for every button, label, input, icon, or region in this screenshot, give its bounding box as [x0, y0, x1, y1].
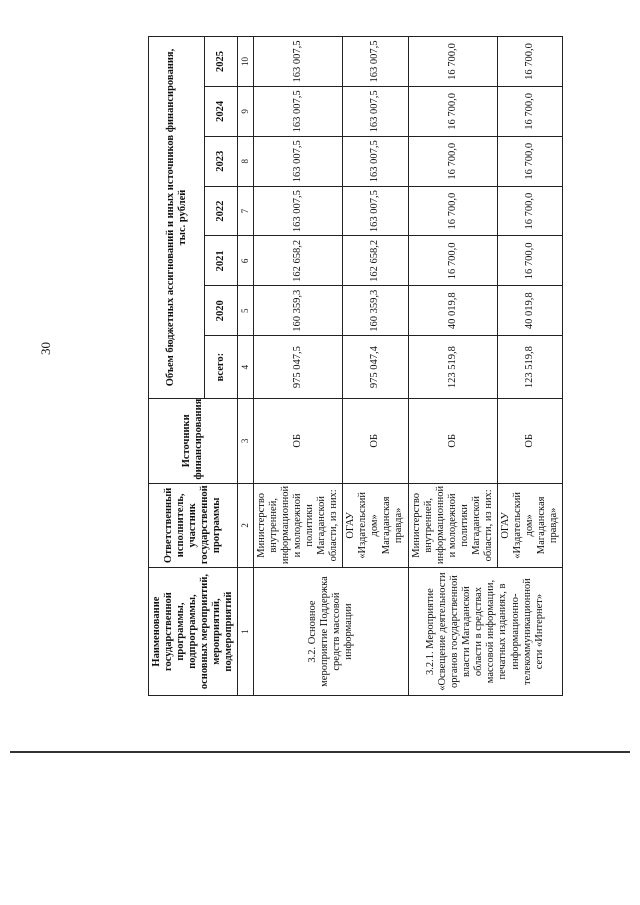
source-cell: ОБ	[497, 399, 562, 484]
budget-table	[148, 36, 563, 696]
column-index: 1	[238, 568, 253, 696]
activity-name: 3.2.1. Мероприятие «Освещение деятельности органов государственной власти Магаданской области в средствах массовой информации, печатных изданиях, в информационно-телекоммуникационной сети «Интернет»	[408, 568, 563, 696]
header-row-top	[149, 37, 205, 696]
column-index: 2	[238, 483, 253, 568]
table-row	[408, 37, 497, 696]
page-number: 30	[38, 342, 53, 355]
year-value-cell: 163 007,5	[253, 86, 342, 136]
header-year: 2020	[205, 286, 238, 336]
year-value-cell: 163 007,5	[343, 136, 408, 186]
column-index: 9	[238, 86, 253, 136]
total-cell: 975 047,5	[253, 336, 342, 399]
column-index: 6	[238, 236, 253, 286]
header-year: 2025	[205, 37, 238, 87]
executor-cell: ОГАУ «Издательский дом» Магаданская правда»	[343, 483, 408, 568]
year-value-cell: 16 700,0	[497, 37, 562, 87]
total-cell: 123 519,8	[408, 336, 497, 399]
column-index: 10	[238, 37, 253, 87]
header-funding-group: Объем бюджетных ассигнований и иных источников финансирования, тыс. рублей	[149, 37, 205, 399]
header-year: 2024	[205, 86, 238, 136]
column-index: 5	[238, 286, 253, 336]
year-value-cell: 163 007,5	[253, 37, 342, 87]
rotated-table-container	[148, 36, 560, 696]
header-name: Наименование государственной программы, подпрограммы, основных мероприятий, мероприятий, подмероприятий	[149, 568, 238, 696]
source-cell: ОБ	[343, 399, 408, 484]
header-year: 2022	[205, 186, 238, 236]
year-value-cell: 16 700,0	[497, 86, 562, 136]
year-value-cell: 16 700,0	[408, 136, 497, 186]
activity-name: 3.2. Основное мероприятие Поддержка средств массовой информации	[253, 568, 408, 696]
executor-cell: Министерство внутренней, информационной и молодежной политики Магаданской области, из них:	[408, 483, 497, 568]
year-value-cell: 162 658,2	[253, 236, 342, 286]
source-cell: ОБ	[253, 399, 342, 484]
year-value-cell: 163 007,5	[343, 37, 408, 87]
table-row	[253, 37, 342, 696]
year-value-cell: 163 007,5	[253, 186, 342, 236]
year-value-cell: 40 019,8	[408, 286, 497, 336]
header-year: 2023	[205, 136, 238, 186]
column-index-row	[238, 37, 253, 696]
page-divider-line	[10, 751, 630, 753]
header-total: всего:	[205, 336, 238, 399]
year-value-cell: 163 007,5	[343, 86, 408, 136]
year-value-cell: 40 019,8	[497, 286, 562, 336]
column-index: 8	[238, 136, 253, 186]
column-index: 7	[238, 186, 253, 236]
executor-cell: Министерство внутренней, информационной и молодежной политики Магаданской области, из них:	[253, 483, 342, 568]
header-executor: Ответственный исполнитель, участник государственной программы	[149, 483, 238, 568]
year-value-cell: 16 700,0	[408, 186, 497, 236]
year-value-cell: 163 007,5	[253, 136, 342, 186]
column-index: 4	[238, 336, 253, 399]
year-value-cell: 160 359,3	[253, 286, 342, 336]
year-value-cell: 160 359,3	[343, 286, 408, 336]
year-value-cell: 163 007,5	[343, 186, 408, 236]
year-value-cell: 16 700,0	[408, 86, 497, 136]
year-value-cell: 16 700,0	[497, 186, 562, 236]
total-cell: 975 047,4	[343, 336, 408, 399]
year-value-cell: 162 658,2	[343, 236, 408, 286]
source-cell: ОБ	[408, 399, 497, 484]
executor-cell: ОГАУ «Издательский дом» Магаданская правда»	[497, 483, 562, 568]
header-year: 2021	[205, 236, 238, 286]
year-value-cell: 16 700,0	[408, 37, 497, 87]
year-value-cell: 16 700,0	[497, 136, 562, 186]
column-index: 3	[238, 399, 253, 484]
year-value-cell: 16 700,0	[408, 236, 497, 286]
total-cell: 123 519,8	[497, 336, 562, 399]
header-source: Источники финансирования	[149, 399, 238, 484]
year-value-cell: 16 700,0	[497, 236, 562, 286]
